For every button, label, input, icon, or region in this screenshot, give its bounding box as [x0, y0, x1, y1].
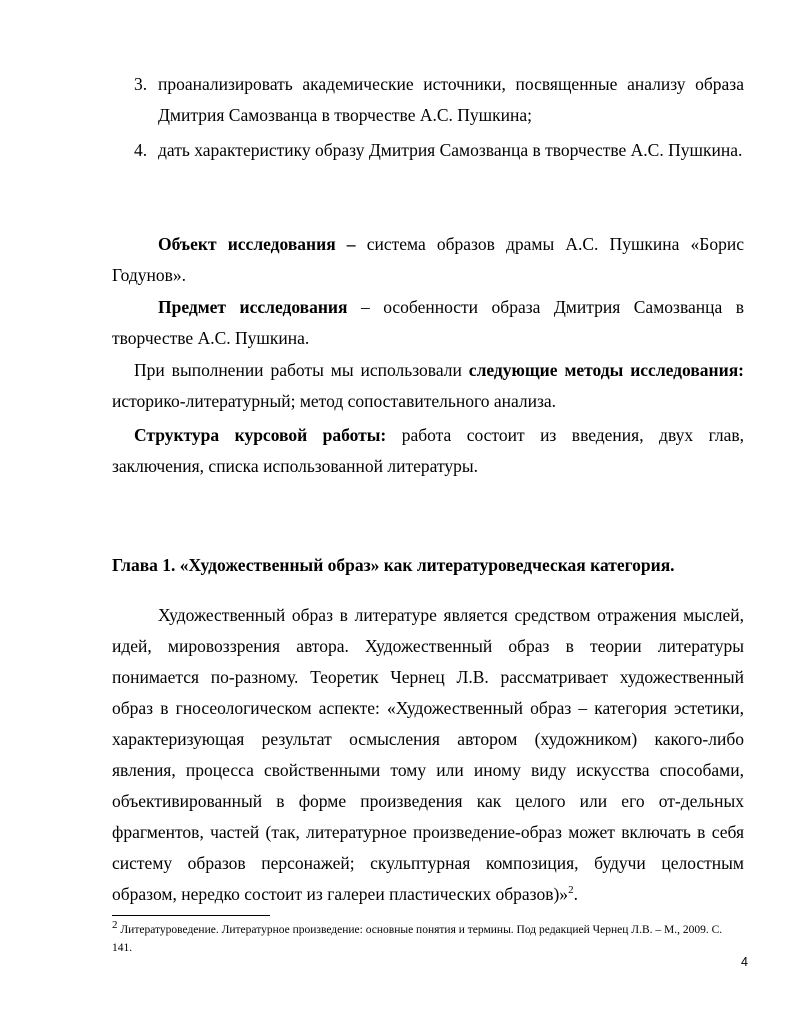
footnote [112, 921, 744, 957]
footnote-reference: 2 [568, 884, 574, 897]
research-subject-label: Предмет исследования [158, 297, 348, 317]
list-item [112, 69, 744, 131]
research-object-text: система образов драмы А.С. Пушкина «Борис Годунов». [112, 234, 744, 285]
research-subject-text: – особенности образа Дмитрия Самозванца в творчестве А.С. Пушкина. [112, 297, 744, 348]
list-number: 4. [134, 140, 148, 160]
list-text: дать характеристику образу Дмитрия Самозванца в творчестве А.С. Пушкина. [158, 140, 743, 160]
research-object-paragraph [112, 229, 744, 291]
structure-label: Структура курсовой работы: [134, 425, 387, 445]
chapter-paragraph-text: Художественный образ в литературе является средством отражения мыслей, идей, мировоззрения автора. Художественный образ в теории литературы понимается по-разному. Теоретик Чернец Л.В. рассматривает художественный образ в гносеологическом аспекте: «Художественный образ – категория эстетики, характеризующая результат осмысления автором (художником) какого-либо явления, процесса свойственными тому или иному виду искусства способами, объективированный в форме произведения как целого или его от-дельных фрагментов, частей (так, литературное произведение-образ может включать в себя систему образов персонажей; скульптурная композиция, будучи целостным образом, нередко состоит из галереи пластических образов)» [112, 605, 744, 904]
chapter-paragraph [112, 600, 744, 910]
list-text: проанализировать академические источники, посвященные анализу образа Дмитрия Самозванца в творчестве А.С. Пушкина; [158, 74, 744, 125]
methods-text-before: При выполнении работы мы использовали [134, 360, 469, 380]
list-number: 3. [134, 74, 148, 94]
research-object-label: Объект исследования – [158, 234, 356, 254]
research-subject-paragraph [112, 292, 744, 354]
footnote-divider [112, 915, 270, 916]
chapter-title: Глава 1. «Художественный образ» как литературоведческая категория. [112, 555, 675, 575]
methods-label: следующие методы исследования: [468, 360, 744, 380]
footnote-text: Литературоведение. Литературное произведение: основные понятия и термины. Под редакцией Чернец Л.В. – М., 2009. С. 141. [112, 924, 723, 954]
methods-text-after: историко-литературный; метод сопоставительного анализа. [112, 391, 557, 411]
chapter-paragraph-end: . [573, 884, 578, 904]
list-item [112, 135, 744, 166]
methods-paragraph [112, 355, 744, 417]
structure-paragraph [112, 420, 744, 482]
page-number: 4 [741, 955, 748, 969]
footnote-number: 2 [112, 919, 118, 932]
structure-text: работа состоит из введения, двух глав, заключения, списка использованной литературы. [112, 425, 744, 476]
